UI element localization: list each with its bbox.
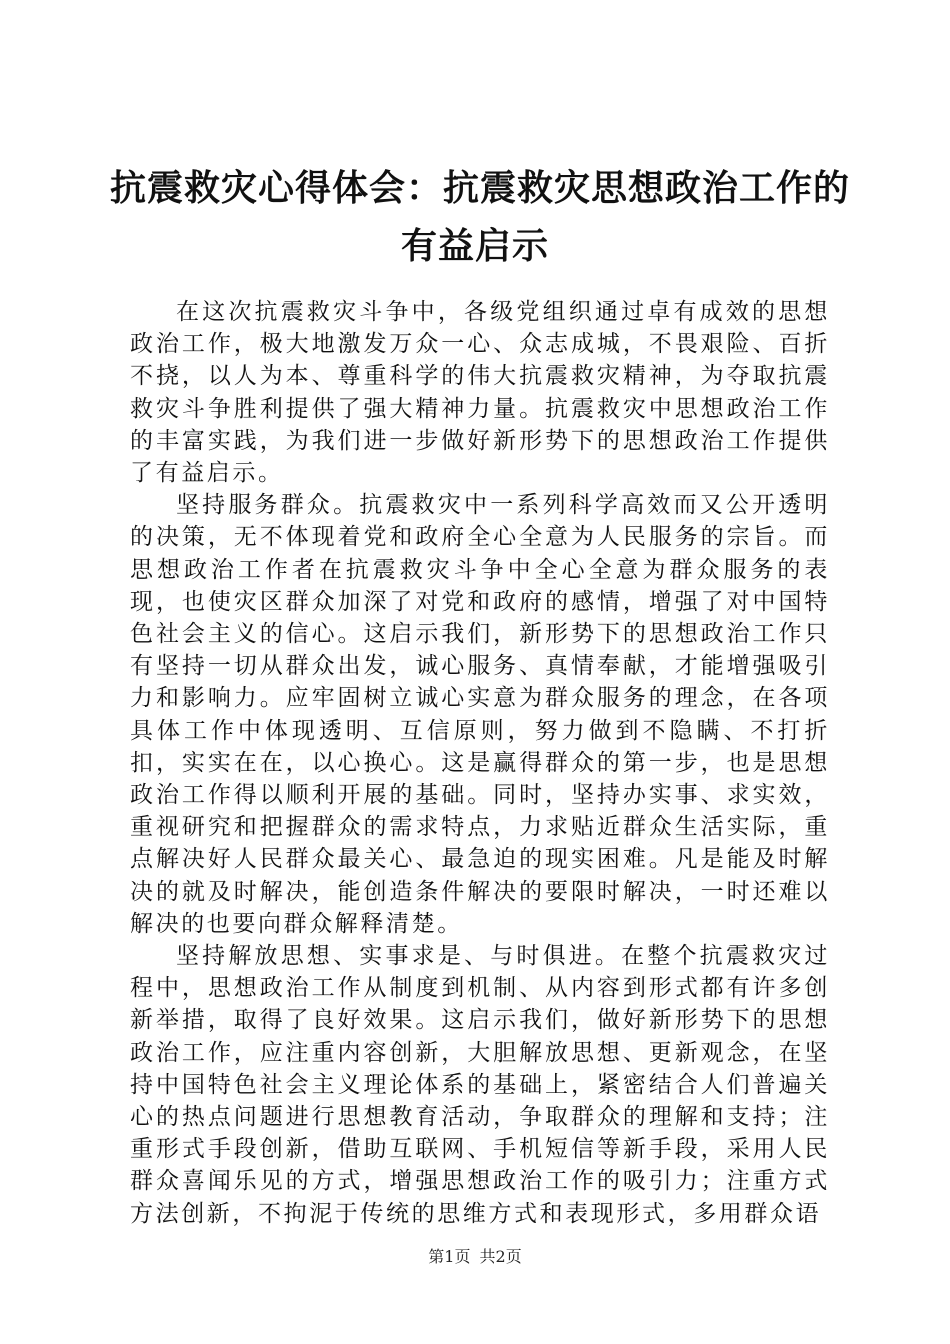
document-body xyxy=(130,296,830,1230)
page-number: 第1页 xyxy=(428,1247,471,1266)
document-title-line2: 有益启示 xyxy=(400,225,549,267)
page-total: 共2页 xyxy=(479,1247,522,1266)
paragraph-2: 坚持服务群众。抗震救灾中一系列科学高效而又公开透明的决策，无不体现着党和政府全心全意为人民服务的宗旨。而思想政治工作者在抗震救灾斗争中全心全意为群众服务的表现，也使灾区群众加深了对党和政府的感情，增强了对中国特色社会主义的信心。这启示我们，新形势下的思想政治工作只有坚持一切从群众出发，诚心服务、真情奉献，才能增强吸引力和影响力。应牢固树立诚心实意为群众服务的理念，在各项具体工作中体现透明、互信原则，努力做到不隐瞒、不打折扣，实实在在，以心换心。这是赢得群众的第一步，也是思想政治工作得以顺利开展的基础。同时，坚持办实事、求实效，重视研究和把握群众的需求特点，力求贴近群众生活实际，重点解决好人民群众最关心、最急迫的现实困难。凡是能及时解决的就及时解决，能创造条件解决的要限时解决，一时还难以解决的也要向群众解释清楚。 xyxy=(130,492,830,937)
paragraph-3: 坚持解放思想、实事求是、与时俱进。在整个抗震救灾过程中，思想政治工作从制度到机制、从内容到形式都有许多创新举措，取得了良好效果。这启示我们，做好新形势下的思想政治工作，应注重内容创新，大胆解放思想、更新观念，在坚持中国特色社会主义理论体系的基础上，紧密结合人们普遍关心的热点问题进行思想教育活动，争取群众的理解和支持；注重形式手段创新，借助互联网、手机短信等新手段，采用人民群众喜闻乐见的方式，增强思想政治工作的吸引力；注重方式方法创新，不拘泥于传统的思维方式和表现形式，多用群众语 xyxy=(130,943,830,1227)
paragraph-1: 在这次抗震救灾斗争中，各级党组织通过卓有成效的思想政治工作，极大地激发万众一心、众志成城，不畏艰险、百折不挠，以人为本、尊重科学的伟大抗震救灾精神，为夺取抗震救灾斗争胜利提供了强大精神力量。抗震救灾中思想政治工作的丰富实践，为我们进一步做好新形势下的思想政治工作提供了有益启示。 xyxy=(130,299,830,487)
document-title-line1: 抗震救灾心得体会：抗震救灾思想政治工作的 xyxy=(110,167,851,209)
page-footer xyxy=(0,1244,950,1267)
